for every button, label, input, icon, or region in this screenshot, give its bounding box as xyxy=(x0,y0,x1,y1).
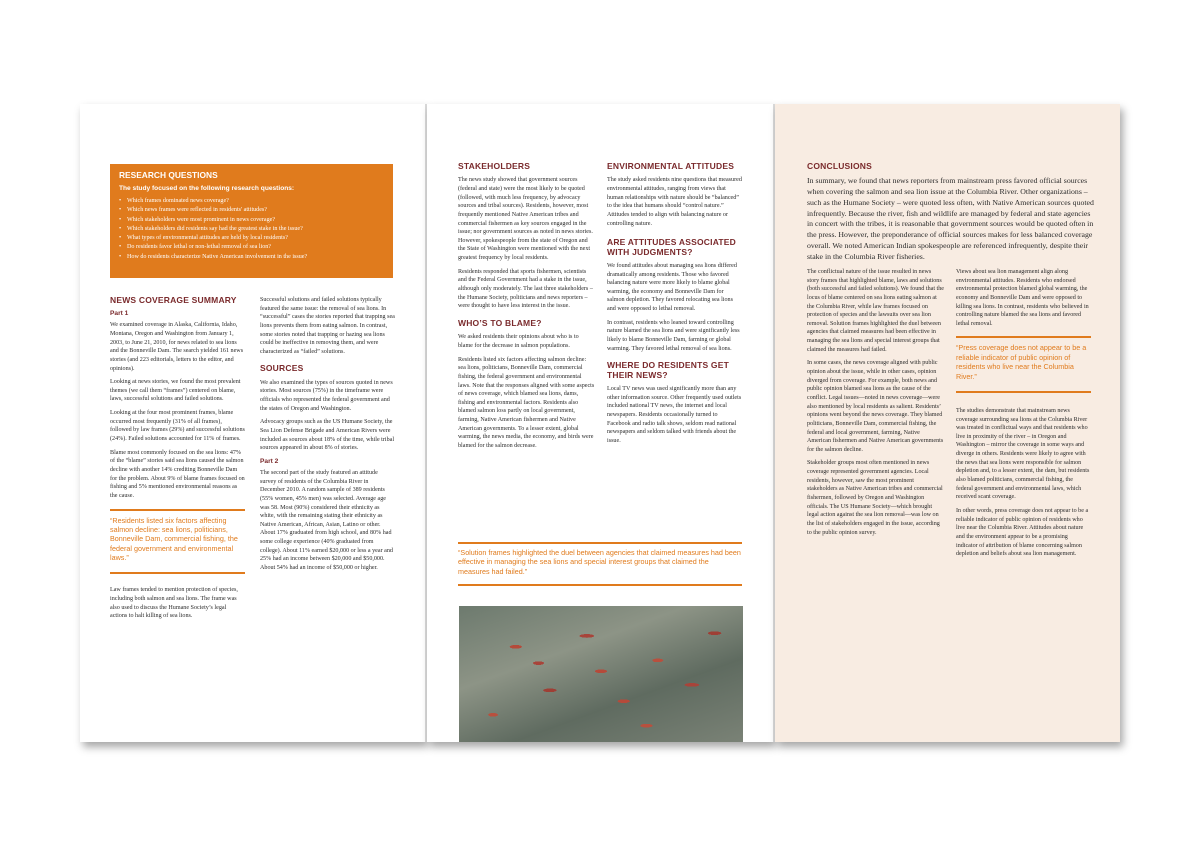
paragraph: In contrast, residents who leaned toward controlling nature blamed the sea lions and were significantly less likely to blame Bonneville Dam, farming or global warming. They favored lethal removal of sea lions. xyxy=(607,319,740,352)
panel-right xyxy=(775,104,1120,742)
paragraph: In other words, press coverage does not appear to be a reliable indicator of public opinion of residents who live near the Columbia River. Attitudes about nature and the environment appear to be a promising indicator of attribution of blame concerning salmon depletion and beliefs about sea lion management. xyxy=(956,507,1089,558)
part-2-label: Part 2 xyxy=(260,457,279,465)
list-item: • Which frames dominated news coverage? xyxy=(127,197,384,206)
news-summary-heading: NEWS COVERAGE SUMMARY xyxy=(110,295,237,305)
paragraph: Local TV news was used significantly more than any other information source. Other frequently used outlets included national TV news, the internet and local newspapers. Residents occasionally turned to Facebook and radio talk shows, seldom read national newspapers and seldom talked with friends about the issue. xyxy=(607,385,742,444)
paragraph: The conflictual nature of the issue resulted in news story frames that highlighted blame, laws and solutions (both successful and failed solutions). We found that the locus of blame centered on sea lions eating salmon at the Columbia River, while law frames focused on protection of species and the lawsuits over sea lion removal. Solution frames highlighted the duel between agencies that claimed measures had been effective in managing the sea lions and special interest groups that claimed the measures had failed. xyxy=(807,269,944,353)
list-item: • Do residents favor lethal or non-lethal removal of sea lion? xyxy=(127,243,384,252)
conclusions-intro: In summary, we found that news reporters from mainstream press favored official sources when covering the salmon and sea lion issue at the Columbia River. Other organizations – such as the Humane Society – were quoted less often, with Native American sources quoted infrequently. Because the river, fish and wildlife are managed by federal and state agencies in concert with the tribes, it is reasonable that government sources would be quoted often in the press. However, the preponderance of official sources makes for less balanced coverage overall. We noted American Indian spokespeople are referenced infrequently, despite their stake in the Columbia River fisheries. xyxy=(807,176,1094,261)
column-sources xyxy=(260,296,395,578)
paragraph: Blame most commonly focused on the sea lions: 47% of the “blame” stories said sea lions caused the salmon decline with another 14% crediting Bonneville Dam for the problem. About 9% of blame frames focused on fishing and 5% mentioned environmental reasons as the cause. xyxy=(110,449,245,499)
paragraph: The news study showed that government sources (federal and state) were the most likely to be quoted (followed, with much less frequency, by advocacy sources and tribal sources). Residents, however, most frequently mentioned Native American tribes and commercial fishermen as key sources engaged in the issue; nor government sources as noted in news stories. However, spokespeople from the state of Oregon and the State of Washington were mentioned with the next greatest frequency by local residents. xyxy=(458,177,593,262)
paragraph: We examined coverage in Alaska, California, Idaho, Montana, Oregon and Washington from January 1, 2003, to June 21, 2010, for news related to sea lions and the Bonneville Dam. The search yielded 161 news stories (and 223 editorials, letters to the editor, and opinions). xyxy=(110,322,244,372)
salmon-photo xyxy=(459,606,743,742)
paragraph: Residents listed six factors affecting salmon decline: sea lions, politicians, Bonneville Dam, commercial fishing, the federal government and environmental laws. Note that the responses aligned with some aspects of news coverage, which blamed sea lions, dams, fishing and environmental factors. Residents also blamed salmon loss partly on local government, farming, Native American fishermen and Native American governments. To a lesser extent, global warming, the news media, the economy, and birds were blamed for the salmon decrease. xyxy=(458,356,595,449)
paragraph: Law frames tended to mention protection of species, including both salmon and sea lions. The frame was also used to discuss the Humane Society’s legal actions to halt killing of sea lions. xyxy=(110,587,238,620)
pull-quote-solutions: “Solution frames highlighted the duel between agencies that claimed measures had been effective in managing the sea lions and special interest groups that claimed the measures had failed.” xyxy=(458,542,742,586)
paragraph: In some cases, the news coverage aligned with public opinion about the issue, while in other cases, opinion diverged from coverage. For example, both news and public opinion blamed sea lions as the cause of the conflict. Legal issues—noted in news coverage—were also mentioned by local residents as salient. Residents’ opinions went beyond the news coverage. They blamed politicians, Bonneville Dam, commercial fishing, the federal and local government, farming, Native American fishermen and Native American governments for the salmon decline. xyxy=(807,360,944,453)
paragraph: Stakeholder groups most often mentioned in news coverage represented government agencies. Local residents, however, saw the most prominent stakeholders as Native American tribes and commercial fishermen, followed by Oregon and Washington officials. The US Humane Society—which brought legal action against the sea lion removal—was low on the list of stakeholders engaged in the issue, according to the public opinion survey. xyxy=(807,460,943,536)
list-item: • What types of environmental attitudes are held by local residents? xyxy=(127,234,384,243)
research-questions-title: RESEARCH QUESTIONS xyxy=(119,170,218,180)
research-questions-intro: The study focused on the following research questions: xyxy=(119,185,295,192)
paragraph: Views about sea lion management align along environmental attitudes. Residents who endorsed environmental protection blamed global warming, the economy and Bonneville Dam and were opposed to killing sea lions. In contrast, residents who believed in controlling nature blamed the sea lions and favored lethal removal. xyxy=(956,269,1089,327)
column-news-summary xyxy=(110,296,245,626)
who-to-blame-heading: WHO’S TO BLAME? xyxy=(458,317,542,328)
paragraph: The second part of the study featured an attitude survey of residents of the Columbia River in December 2010. A random sample of 389 residents (55% women, 45% men) was selected. Average age was 58. Most (90%) considered their ethnicity as white, with the remaining stating their ethnicity as Native American, African, Asian, Latino or other. About 17% graduated from high school, and 80% had some college experience (40% graduated from college). About 11% earned $20,000 or less a year and 25% had an income between $20,000 and $50,000. About 54% had an income of $50,000 or higher. xyxy=(260,469,393,571)
paragraph: We also examined the types of sources quoted in news stories. Most sources (75%) in the timeframe were officials who represented the federal government and the states of Oregon and Washington. xyxy=(260,379,393,412)
column-environment xyxy=(607,162,742,450)
stakeholders-heading: STAKEHOLDERS xyxy=(458,161,531,171)
paragraph: We asked residents their opinions about who is to blame for the decrease in salmon populations. xyxy=(458,334,579,349)
environmental-attitudes-heading: ENVIRONMENTAL ATTITUDES xyxy=(607,161,735,171)
paragraph: We found attitudes about managing sea lions differed dramatically among residents. Those who favored balancing nature were more likely to blame global warming, the economy and Bonneville Dam for salmon depletion. They favored relocating sea lions and were opposed to lethal removal. xyxy=(607,262,737,313)
paragraph: Looking at the four most prominent frames, blame occurred most frequently (31% of all frames), followed by law frames (29%) and successful solutions (24%). Failed solutions accounted for 11% of frames. xyxy=(110,410,245,443)
paragraph: The study asked residents nine questions that measured environmental attitudes, ranging from views that human relationships with nature should be “balanced” to the idea that humans should “control nature.” Attitudes tended to align with balancing nature or controlling nature. xyxy=(607,177,742,227)
conclusions-intro-block xyxy=(807,162,1095,274)
pull-quote-residents: “Residents listed six factors affecting salmon decline: sea lions, politicians, Bonneville Dam, commercial fishing, the federal government and environmental laws.” xyxy=(110,509,245,575)
list-item: • Which news frames were reflected in residents' attitudes? xyxy=(127,206,384,215)
attitudes-judgments-heading: ARE ATTITUDES ASSOCIATED WITH JUDGMENTS? xyxy=(607,237,736,257)
paragraph: Looking at news stories, we found the most prevalent themes (we call them “frames”) centered on blame, laws, successful solutions and failed solutions. xyxy=(110,379,241,403)
research-questions-list xyxy=(119,197,384,262)
column-stakeholders xyxy=(458,162,595,456)
paragraph: Advocacy groups such as the US Humane Society, the Sea Lion Defense Brigade and American Rivers were included as sources about 18% of the time, while tribal sources appeared in about 8% of stories. xyxy=(260,419,395,452)
pull-quote-press: “Press coverage does not appear to be a reliable indicator of public opinion of residents who live near the Columbia River.” xyxy=(956,336,1091,392)
paragraph: The studies demonstrate that mainstream news coverage surrounding sea lions at the Columbia River was treated in conflictual ways and that residents who live in proximity of the river – in Oregon and Washington – mirror the coverage in some ways and diverge in others. Residents were likely to agree with the news that sea lions were responsible for salmon depletion and, to a lesser extent, the dam, but residents also blamed politicians, commercial fishing, the federal government and environmental laws, which received scant coverage. xyxy=(956,407,1090,501)
paragraph: Successful solutions and failed solutions typically featured the same issue: the removal of sea lions. In “successful” cases the stories reported that trapping sea lions prevents them from eating salmon. In contrast, some stories noted that trapping or hazing sea lions could be ineffective in removing them, and were characterized as “failed” solutions. xyxy=(260,297,395,355)
list-item: • How do residents characterize Native American involvement in the issue? xyxy=(127,253,384,262)
news-source-heading: WHERE DO RESIDENTS GET THEIR NEWS? xyxy=(607,360,729,380)
list-item: • Which stakeholders were most prominent in news coverage? xyxy=(127,216,384,225)
column-conclusions-right xyxy=(956,268,1091,564)
part-1-label: Part 1 xyxy=(110,310,129,318)
conclusions-heading: CONCLUSIONS xyxy=(807,161,873,171)
column-conclusions-left xyxy=(807,268,944,542)
panel-middle xyxy=(427,104,773,742)
panel-left xyxy=(80,104,425,742)
list-item: • Which stakeholders did residents say had the greatest stake in the issue? xyxy=(127,225,384,234)
research-questions-box xyxy=(110,164,393,278)
sources-heading: SOURCES xyxy=(260,363,304,374)
paragraph: Residents responded that sports fishermen, scientists and the Federal Government had a stake in the issue, although only moderately. The last three stakeholders – the Humane Society, politicians and news reporters – were thought to have less interest in the issue. xyxy=(458,268,593,310)
